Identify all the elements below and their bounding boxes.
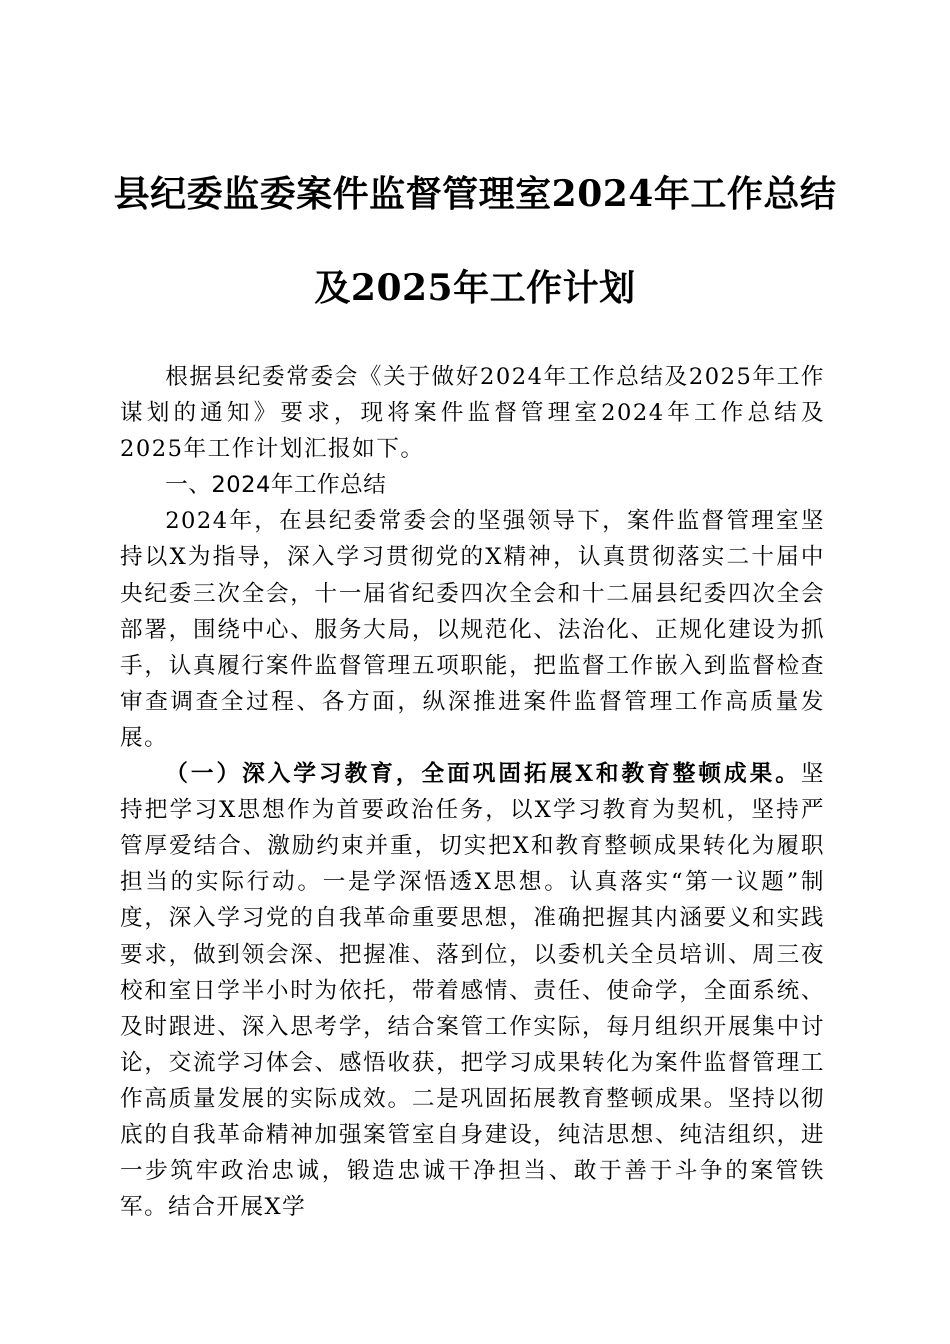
- subsection-text: 坚持把学习X思想作为首要政治任务，以X学习教育为契机，坚持严管厚爱结合、激励约束并重，切实把X和教育整顿成果转化为履职担当的实际行动。一是学深悟透X思想。认真落实“第一议题”制度，深入学习党的自我革命重要思想，准确把握其内涵要义和实践要求，做到领会深、把握准、落到位，以委机关全员培训、周三夜校和室日学半小时为依托，带着感情、责任、使命学，全面系统、及时跟进、深入思考学，结合案管工作实际，每月组织开展集中讨论，交流学习体会、感悟收获，把学习成果转化为案件监督管理工作高质量发展的实际成效。二是巩固拓展教育整顿成果。坚持以彻底的自我革命精神加强案管室自身建设，纯洁思想、纯洁组织，进一步筑牢政治忠诚，锻造忠诚干净担当、敢于善于斗争的案管铁军。结合开展X学: [120, 761, 825, 1221]
- document-body: [120, 359, 825, 1225]
- subsection-paragraph: [120, 756, 825, 1225]
- section-heading: 一、2024年工作总结: [165, 472, 387, 499]
- document-title-line-1: 县纪委监委案件监督管理室2024年工作总结: [113, 173, 837, 215]
- section-paragraph: 2024年，在县纪委常委会的坚强领导下，案件监督管理室坚持以X为指导，深入学习贯彻党的X精神，认真贯彻落实二十届中央纪委三次全会，十一届省纪委四次全会和十二届县纪委四次全会部署，围绕中心、服务大局，以规范化、法治化、正规化建设为抓手，认真履行案件监督管理五项职能，把监督工作嵌入到监督检查审查调查全过程、各方面，纵深推进案件监督管理工作高质量发展。: [120, 508, 825, 751]
- intro-paragraph: 根据县纪委常委会《关于做好2024年工作总结及2025年工作谋划的通知》要求，现将案件监督管理室2024年工作总结及2025年工作计划汇报如下。: [120, 364, 825, 463]
- subsection-heading: （一）深入学习教育，全面巩固拓展X和教育整顿成果。: [165, 761, 801, 788]
- document-title-line-2: 及2025年工作计划: [314, 267, 636, 309]
